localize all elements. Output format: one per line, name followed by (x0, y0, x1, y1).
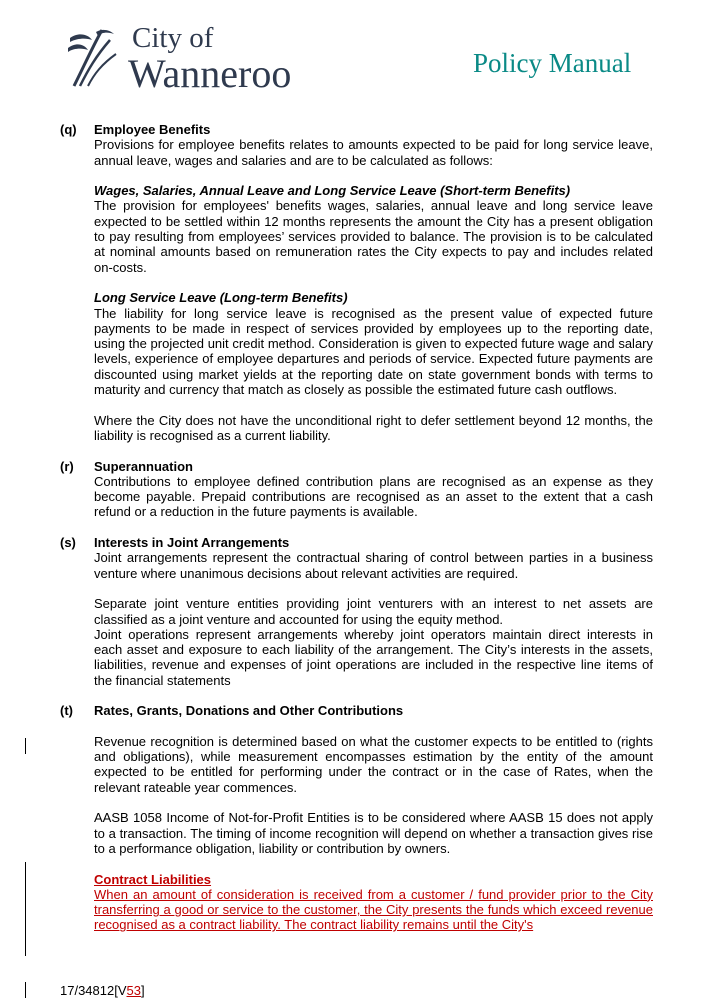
paragraph: Contributions to employee defined contribution plans are recognised as an expense as they become payable. Prepaid contributions are recognised as an asset to the extent that a cash refund or a reduction in the future payments is available. (94, 473, 653, 520)
page-title: Policy Manual (473, 48, 632, 78)
paragraph: The provision for employees' benefits wages, salaries, annual leave and long service leave expected to be settled within 12 months represents the amount the City has a present obligation to pay resulting from employees’ services provided to balance. The provision is to be calculated at nominal amounts based on remuneration rates the City expects to pay and includes related on-costs. (94, 198, 653, 275)
section-heading: Rates, Grants, Donations and Other Contributions (94, 703, 404, 719)
paragraph: Revenue recognition is determined based on what the customer expects to be entitled to (rights and obligations), while measurement encompasses estimation by the entity of the amount expected to be entitled for performing under the contract or in the case of Rates, when the relevant rateable year commences. (94, 733, 653, 795)
paragraph: AASB 1058 Income of Not-for-Profit Entities is to be considered where AASB 15 does not apply to a transaction. The timing of income recognition will depend on whether a transaction gives rise to a performance obligation, liability or contribution by owners. (94, 810, 653, 856)
change-bar (25, 982, 26, 998)
section-s (60, 535, 653, 688)
doc-suffix: ] (140, 983, 145, 998)
section-label: (t) (60, 703, 73, 719)
logo-line-wanneroo: Wanneroo (128, 51, 292, 96)
city-logo (66, 22, 296, 96)
document-reference (60, 983, 145, 998)
paragraph: Where the City does not have the unconditional right to defer settlement beyond 12 months, the liability is recognised as a current liability. (94, 412, 653, 443)
paragraph: Joint arrangements represent the contractual sharing of control between parties in a business venture where unanimous decisions about relevant activities are required. (94, 550, 653, 581)
section-heading: Employee Benefits (94, 122, 211, 137)
logo-line-city: City of (132, 22, 214, 54)
section-label: (r) (60, 458, 74, 474)
tracked-change-heading: Contract Liabilities (94, 871, 212, 887)
tracked-change-paragraph: When an amount of consideration is received from a customer / fund provider prior to the City transferring a good or service to the customer, the City presents the funds which exceed revenue recognised as a contract liability. The contract liability remains until the City's (94, 886, 653, 933)
paragraph: Provisions for employee benefits relates to amounts expected to be paid for long service leave, annual leave, wages and salaries and are to be calculated as follows: (94, 137, 653, 168)
swan-logo-icon (66, 26, 128, 90)
section-label: (q) (60, 122, 77, 137)
subheading: Long Service Leave (Long-term Benefits) (94, 290, 348, 306)
doc-number: 17/34812[V (60, 983, 127, 998)
section-r (60, 459, 653, 520)
change-bar (25, 862, 26, 956)
section-q (60, 122, 653, 443)
paragraph: Separate joint venture entities providing joint venturers with an interest to net assets are classified as a joint venture and accounted for using the equity method. (94, 596, 653, 627)
section-label: (s) (60, 535, 76, 551)
section-t (60, 703, 653, 932)
document-body (60, 122, 653, 933)
section-heading: Interests in Joint Arrangements (94, 535, 290, 551)
section-heading: Superannuation (94, 458, 193, 474)
paragraph: Joint operations represent arrangements whereby joint operators maintain direct interests in each asset and exposure to each liability of the arrangement. The City’s interests in the assets, liabilities, revenue and expenses of joint operations are included in the respective line items of the financial statements (94, 626, 653, 688)
subheading: Wages, Salaries, Annual Leave and Long Service Leave (Short-term Benefits) (94, 183, 571, 199)
version-number: 53 (126, 983, 141, 998)
paragraph: The liability for long service leave is recognised as the present value of expected future payments to be made in respect of services provided by employees up to the reporting date, using the projected unit credit method. Consideration is given to expected future wage and salary levels, experience of employee departures and periods of service. Expected future payments are discounted using market yields at the reporting date on state government bonds with terms to maturity and currency that match as closely as possible the estimated future cash outflows. (94, 305, 653, 398)
change-bar (25, 738, 26, 754)
